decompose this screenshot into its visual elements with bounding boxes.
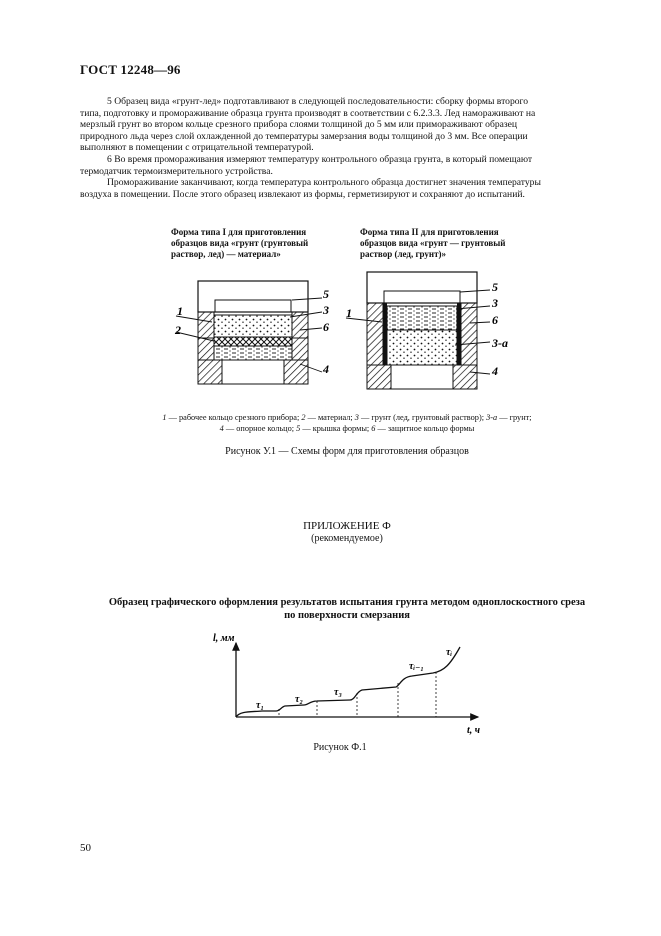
form-1-label-2: 2 [175, 323, 181, 337]
form-1-ring-left [198, 312, 214, 338]
paragraph-line: 6 Во время промораживания измеряют температуру контрольного образца грунта, в который помещают [107, 154, 533, 165]
legend-line-2 [80, 423, 614, 434]
form-2-liner-left [383, 303, 387, 365]
form-2-label-3: 3 [492, 296, 498, 310]
paragraph-line: 5 Образец вида «грунт-лед» подготавливают в следующей последовательности: сборку формы второго [107, 96, 529, 107]
paragraph-line: природного льда через слой охлажденной до температуры замерзания воды толщиной до 3 мм. Все операции [80, 130, 528, 142]
legend-number: 1 [162, 413, 167, 422]
paragraph-line: типа, подготовку и промораживание образца грунта производят в соответствии с 6.2.3.3. Лед намораживают на [80, 107, 536, 119]
paragraph-line: выполняют в помещении с отрицательной температурой. [80, 142, 314, 154]
appendix-subheading: (рекомендуемое) [311, 533, 383, 544]
form-2-label-3a: 3-а [492, 336, 508, 350]
form-1-soil [214, 315, 292, 337]
paragraph-line: воздуха в помещении. После этого образец извлекают из формы, герметизируют и сохраняют до испытаний. [80, 188, 525, 200]
form-2-upper-sample [387, 306, 457, 330]
form-2-label-1: 1 [346, 306, 352, 320]
deformation-curve [236, 647, 460, 717]
legend-number: 2 [301, 413, 306, 422]
step-label-3: τ₃ [334, 687, 342, 698]
legend-text: — грунт; [497, 413, 532, 422]
form-1-support-left [198, 360, 222, 384]
paragraph-line: Промораживание заканчивают, когда температура контрольного образца достигнет значения температуры [107, 177, 541, 188]
figure-u1-drawing [0, 0, 661, 420]
form-1-material [214, 337, 292, 346]
figure-u1-legend [80, 412, 614, 434]
form-2-ring-left [367, 303, 383, 365]
step-label-2: τ₂ [295, 694, 303, 705]
form-1-label-3: 3 [323, 303, 329, 317]
legend-line-1 [80, 412, 614, 423]
form-1-label-4: 4 [323, 362, 329, 376]
form-1-label-6: 6 [323, 320, 329, 334]
form-1-support-right [284, 360, 308, 384]
legend-number: 6 [371, 424, 376, 433]
legend-number: 5 [296, 424, 301, 433]
appendix-title-line-2: по поверхности смерзания [284, 610, 410, 621]
x-axis-label: t, ч [467, 725, 481, 736]
form-2-soil [387, 330, 457, 365]
form-1-lower-ring-right [292, 338, 308, 360]
y-axis-label: l, мм [213, 633, 235, 644]
form-2-liner-right [457, 303, 461, 365]
legend-text: — защитное кольцо формы [375, 424, 475, 433]
form-type-1-caption: Форма типа I для приготовления образцов вида «грунт (грунтовый раствор, лед) — материал» [171, 227, 309, 259]
form-2-support-left [367, 365, 391, 389]
form-1-lower-sample [214, 346, 292, 360]
appendix-title-line-1: Образец графического оформления результатов испытания грунта методом одноплоскостного среза [108, 597, 586, 608]
form-2-ring-right [461, 303, 477, 365]
form-2-cover-inner [384, 291, 460, 303]
form-1-lower-ring-left [198, 338, 214, 360]
form-2-label-5: 5 [492, 280, 498, 294]
form-2-label-6: 6 [492, 313, 498, 327]
page-number: 50 [80, 842, 91, 854]
legend-text: — рабочее кольцо срезного прибора; [166, 413, 302, 422]
legend-text: — крышка формы; [300, 424, 372, 433]
form-type-2-caption: Форма типа II для приготовления образцов вида «грунт — грунтовый раствор (лед, грунт)» [360, 227, 506, 259]
legend-text: — опорное кольцо; [223, 424, 297, 433]
form-1-label-5: 5 [323, 287, 329, 301]
legend-text: — материал; [305, 413, 355, 422]
figure-u1-title: Рисунок У.1 — Схемы форм для приготовления образцов [225, 446, 469, 457]
legend-number: 3 [354, 413, 359, 422]
step-label-5: τᵢ [446, 647, 453, 658]
form-1-cover-inner [215, 300, 291, 312]
step-label-1: τ₁ [256, 700, 264, 711]
form-1-label-1: 1 [177, 304, 183, 318]
legend-number: 4 [219, 424, 224, 433]
figure-f1-title: Рисунок Ф.1 [313, 742, 367, 753]
figure-f1-graph [0, 625, 661, 740]
step-label-4: τᵢ₋₁ [409, 661, 424, 672]
form-2-label-4: 4 [492, 364, 498, 378]
form-type-1 [174, 281, 329, 384]
paragraph-line: мерзлый грунт во втором кольце срезного прибора слоями толщиной до 5 мм или примораживают образец [80, 119, 518, 131]
form-type-2 [346, 272, 508, 389]
appendix-heading: ПРИЛОЖЕНИЕ Ф [303, 520, 391, 532]
form-2-support-right [453, 365, 477, 389]
document-code: ГОСТ 12248—96 [80, 62, 181, 77]
legend-number: 3-а [486, 413, 498, 422]
legend-text: — грунт (лед, грунтовый раствор); [358, 413, 487, 422]
paragraph-line: термодатчик термоизмерительного устройства. [80, 165, 273, 177]
